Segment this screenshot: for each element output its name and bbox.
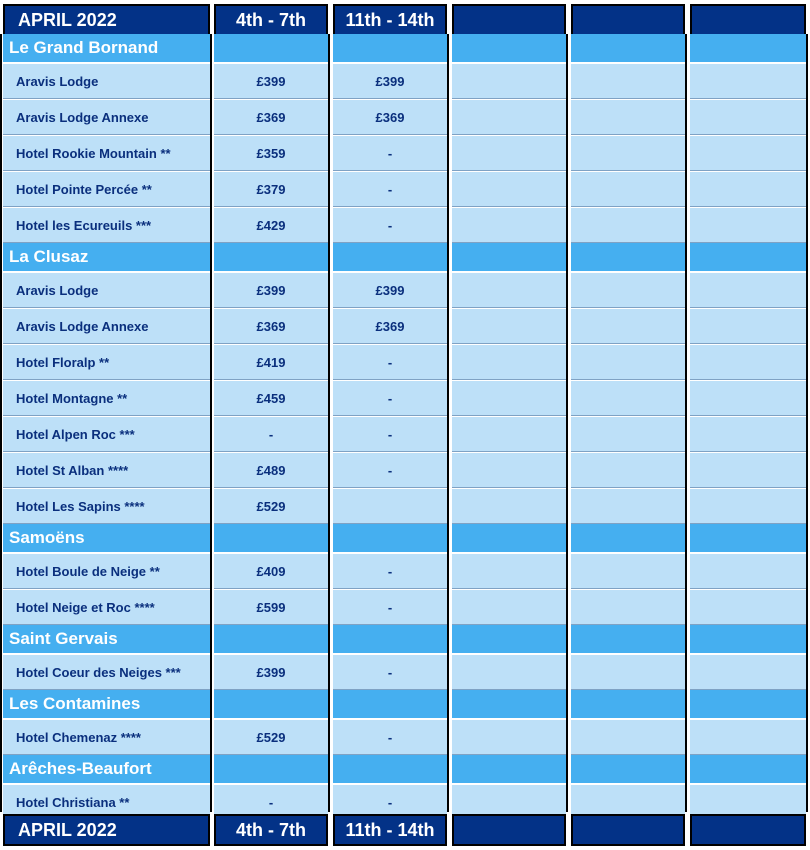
- price-cell: [571, 272, 685, 308]
- price-cell: [452, 63, 566, 99]
- hotel-row: [0, 344, 810, 380]
- hotel-row: [0, 272, 810, 308]
- price-cell: [571, 589, 685, 625]
- price-cell: [452, 553, 566, 589]
- column-divider: [328, 34, 330, 812]
- price-cell: [690, 380, 806, 416]
- price-cell: £399: [333, 272, 447, 308]
- price-cell: [690, 452, 806, 488]
- date-column-header: 11th - 14th: [333, 4, 447, 36]
- price-cell: £369: [214, 308, 328, 344]
- price-cell: [571, 171, 685, 207]
- hotel-row: [0, 63, 810, 99]
- hotel-row: [0, 135, 810, 171]
- resort-name: Le Grand Bornand: [3, 34, 210, 62]
- resort-row-cell: [333, 34, 447, 62]
- price-cell: -: [214, 416, 328, 452]
- resort-row-cell: [690, 243, 806, 271]
- price-cell: £369: [333, 99, 447, 135]
- column-divider: [566, 34, 568, 812]
- resort-row-cell: [333, 524, 447, 552]
- resort-row-cell: [690, 755, 806, 783]
- date-column-header: 4th - 7th: [214, 814, 328, 846]
- price-cell: £599: [214, 589, 328, 625]
- price-cell: £529: [214, 719, 328, 755]
- hotel-name: Hotel Boule de Neige **: [3, 553, 210, 589]
- resort-row-cell: [571, 34, 685, 62]
- column-divider: [447, 34, 449, 812]
- price-cell: [571, 654, 685, 690]
- date-column-header: [690, 814, 806, 846]
- resort-row-cell: [333, 625, 447, 653]
- date-column-header: [452, 4, 566, 36]
- column-divider: [210, 34, 212, 812]
- resort-name: Les Contamines: [3, 690, 210, 718]
- resort-row-cell: [214, 755, 328, 783]
- price-cell: £399: [214, 63, 328, 99]
- price-cell: £459: [214, 380, 328, 416]
- price-cell: -: [333, 654, 447, 690]
- price-cell: £529: [214, 488, 328, 524]
- hotel-name: Hotel les Ecureuils ***: [3, 207, 210, 243]
- hotel-name: Hotel Alpen Roc ***: [3, 416, 210, 452]
- price-cell: [571, 99, 685, 135]
- column-divider: [0, 34, 2, 812]
- price-cell: [690, 416, 806, 452]
- date-column-header: [571, 4, 685, 36]
- price-cell: -: [333, 784, 447, 820]
- hotel-row: [0, 380, 810, 416]
- date-column-header: 4th - 7th: [214, 4, 328, 36]
- hotel-row: [0, 589, 810, 625]
- price-cell: [690, 135, 806, 171]
- price-cell: [690, 272, 806, 308]
- month-title: APRIL 2022: [3, 4, 210, 36]
- price-cell: [690, 719, 806, 755]
- price-cell: [452, 207, 566, 243]
- hotel-name: Hotel Montagne **: [3, 380, 210, 416]
- hotel-name: Hotel St Alban ****: [3, 452, 210, 488]
- date-column-header: 11th - 14th: [333, 814, 447, 846]
- price-cell: [452, 452, 566, 488]
- header-top: [0, 4, 810, 36]
- price-cell: £399: [214, 654, 328, 690]
- resort-row-cell: [452, 34, 566, 62]
- price-cell: £369: [333, 308, 447, 344]
- price-cell: £489: [214, 452, 328, 488]
- price-cell: -: [333, 553, 447, 589]
- price-cell: [571, 63, 685, 99]
- price-cell: [571, 207, 685, 243]
- hotel-row: [0, 99, 810, 135]
- price-cell: -: [333, 344, 447, 380]
- hotel-name: Aravis Lodge Annexe: [3, 99, 210, 135]
- resort-row-cell: [690, 690, 806, 718]
- price-cell: £379: [214, 171, 328, 207]
- price-cell: [690, 553, 806, 589]
- resort-row-cell: [333, 243, 447, 271]
- price-cell: [690, 207, 806, 243]
- price-cell: [452, 171, 566, 207]
- hotel-name: Aravis Lodge Annexe: [3, 308, 210, 344]
- price-cell: £409: [214, 553, 328, 589]
- price-cell: [452, 488, 566, 524]
- resort-row-cell: [452, 243, 566, 271]
- date-column-header: [690, 4, 806, 36]
- price-cell: [690, 308, 806, 344]
- price-cell: -: [214, 784, 328, 820]
- resort-row-cell: [214, 690, 328, 718]
- hotel-row: [0, 207, 810, 243]
- resort-row: [0, 690, 810, 718]
- month-title: APRIL 2022: [3, 814, 210, 846]
- resort-name: Arêches-Beaufort: [3, 755, 210, 783]
- resort-row-cell: [571, 625, 685, 653]
- price-cell: -: [333, 416, 447, 452]
- hotel-row: [0, 308, 810, 344]
- hotel-name: Hotel Neige et Roc ****: [3, 589, 210, 625]
- hotel-name: Aravis Lodge: [3, 63, 210, 99]
- price-cell: [452, 719, 566, 755]
- price-cell: [571, 308, 685, 344]
- hotel-name: Hotel Chemenaz ****: [3, 719, 210, 755]
- price-cell: [690, 344, 806, 380]
- price-cell: [571, 344, 685, 380]
- price-cell: [452, 99, 566, 135]
- hotel-row: [0, 171, 810, 207]
- price-cell: [452, 380, 566, 416]
- hotel-row: [0, 452, 810, 488]
- price-cell: [571, 452, 685, 488]
- resort-row-cell: [571, 524, 685, 552]
- resort-row-cell: [333, 755, 447, 783]
- price-cell: [452, 344, 566, 380]
- resort-row-cell: [452, 755, 566, 783]
- price-cell: [571, 719, 685, 755]
- price-cell: £369: [214, 99, 328, 135]
- price-cell: £419: [214, 344, 328, 380]
- price-cell: [571, 416, 685, 452]
- price-cell: [571, 380, 685, 416]
- price-cell: [690, 63, 806, 99]
- price-cell: [571, 553, 685, 589]
- hotel-row: [0, 654, 810, 690]
- price-cell: [452, 416, 566, 452]
- resort-row-cell: [571, 690, 685, 718]
- price-cell: [690, 589, 806, 625]
- resort-row-cell: [452, 524, 566, 552]
- price-cell: £399: [214, 272, 328, 308]
- resort-row-cell: [452, 625, 566, 653]
- resort-row-cell: [214, 34, 328, 62]
- hotel-name: Aravis Lodge: [3, 272, 210, 308]
- hotel-name: Hotel Pointe Percée **: [3, 171, 210, 207]
- hotel-row: [0, 719, 810, 755]
- price-cell: -: [333, 380, 447, 416]
- price-cell: -: [333, 452, 447, 488]
- resort-row-cell: [452, 690, 566, 718]
- resort-row: [0, 243, 810, 271]
- price-cell: [452, 308, 566, 344]
- price-cell: -: [333, 719, 447, 755]
- price-cell: [571, 135, 685, 171]
- resort-row-cell: [333, 690, 447, 718]
- resort-name: Saint Gervais: [3, 625, 210, 653]
- resort-row-cell: [690, 524, 806, 552]
- price-cell: [452, 589, 566, 625]
- price-cell: [333, 488, 447, 524]
- hotel-row: [0, 488, 810, 524]
- resort-name: Samoëns: [3, 524, 210, 552]
- price-cell: -: [333, 207, 447, 243]
- column-divider: [806, 34, 808, 812]
- resort-row-cell: [690, 34, 806, 62]
- price-cell: -: [333, 589, 447, 625]
- resort-row-cell: [214, 524, 328, 552]
- hotel-name: Hotel Floralp **: [3, 344, 210, 380]
- hotel-name: Hotel Christiana **: [3, 784, 210, 820]
- price-cell: £399: [333, 63, 447, 99]
- resort-row: [0, 34, 810, 62]
- resort-row-cell: [571, 243, 685, 271]
- resort-row-cell: [214, 243, 328, 271]
- resort-row-cell: [571, 755, 685, 783]
- price-cell: £429: [214, 207, 328, 243]
- header-bottom: [0, 814, 810, 846]
- resort-name: La Clusaz: [3, 243, 210, 271]
- resort-row-cell: [690, 625, 806, 653]
- hotel-name: Hotel Coeur des Neiges ***: [3, 654, 210, 690]
- price-cell: [571, 488, 685, 524]
- price-cell: -: [333, 135, 447, 171]
- price-cell: [452, 272, 566, 308]
- column-divider: [685, 34, 687, 812]
- hotel-row: [0, 553, 810, 589]
- price-cell: -: [333, 171, 447, 207]
- date-column-header: [571, 814, 685, 846]
- hotel-name: Hotel Les Sapins ****: [3, 488, 210, 524]
- price-cell: [690, 488, 806, 524]
- resort-row: [0, 625, 810, 653]
- price-cell: £359: [214, 135, 328, 171]
- resort-row: [0, 755, 810, 783]
- price-cell: [452, 654, 566, 690]
- price-cell: [452, 135, 566, 171]
- hotel-row: [0, 416, 810, 452]
- price-cell: [690, 99, 806, 135]
- resort-row-cell: [214, 625, 328, 653]
- price-cell: [690, 171, 806, 207]
- date-column-header: [452, 814, 566, 846]
- price-cell: [690, 654, 806, 690]
- hotel-name: Hotel Rookie Mountain **: [3, 135, 210, 171]
- resort-row: [0, 524, 810, 552]
